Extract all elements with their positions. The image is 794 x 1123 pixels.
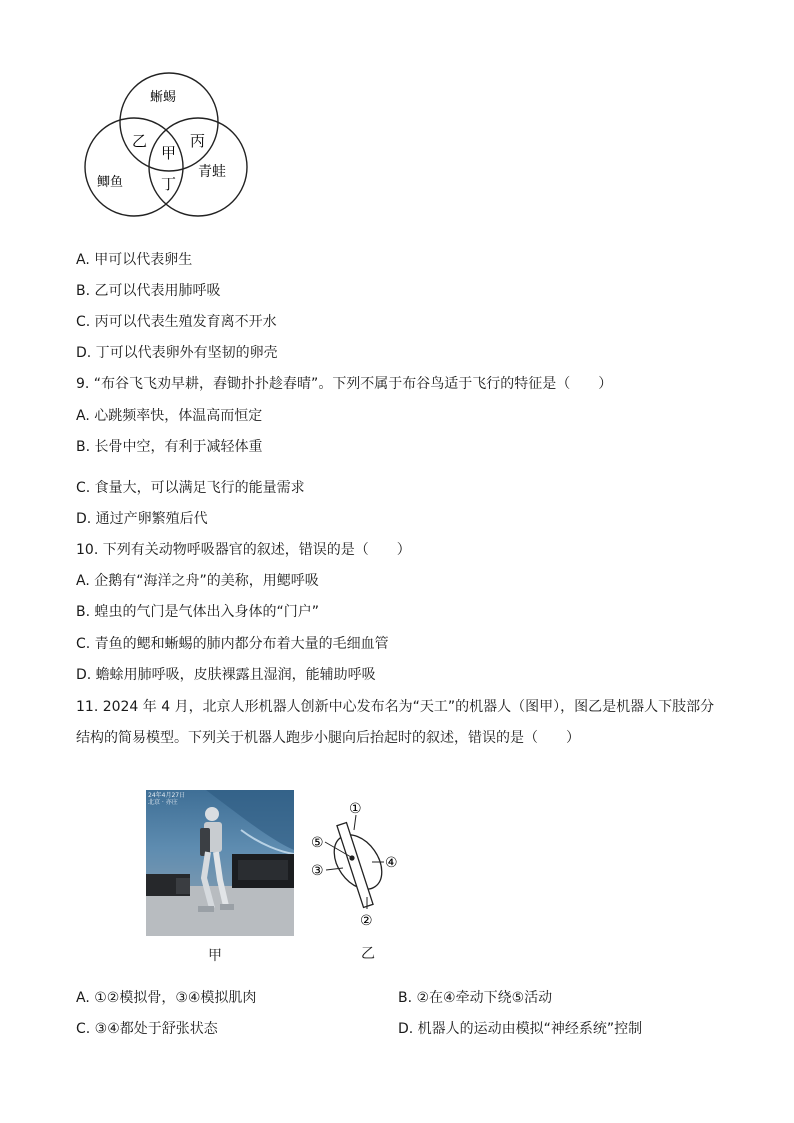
photo-stamp-date: 24年4月27日 xyxy=(148,792,186,799)
diagram-label-3: ③ xyxy=(311,863,324,879)
robot-photo xyxy=(146,790,294,936)
q8-option-c: C. 丙可以代表生殖发育离不开水 xyxy=(76,314,277,330)
q10-option-c: C. 青鱼的鳃和蜥蜴的肺内都分布着大量的毛细血管 xyxy=(76,636,389,652)
diagram-label-4: ④ xyxy=(385,855,398,871)
photo-stamp xyxy=(148,792,185,806)
caption-left: 甲 xyxy=(208,948,222,964)
q11-stem-line2: 结构的简易模型。下列关于机器人跑步小腿向后抬起时的叙述，错误的是（ ） xyxy=(76,730,580,746)
venn-label-left: 鲫鱼 xyxy=(97,175,124,190)
q10-option-b: B. 蝗虫的气门是气体出入身体的“门户” xyxy=(76,604,320,620)
q11-stem-line1: 11. 2024 年 4 月，北京人形机器人创新中心发布名为“天工”的机器人（图甲），图乙是机器人下肢部分 xyxy=(76,699,715,715)
q11-option-c: C. ③④都处于舒张状态 xyxy=(76,1021,218,1037)
diagram-label-2: ② xyxy=(360,913,373,929)
photo-stamp-place: 北京 · 亦庄 xyxy=(148,799,178,806)
q11-option-d: D. 机器人的运动由模拟“神经系统”控制 xyxy=(398,1021,643,1037)
q8-option-a: A. 甲可以代表卵生 xyxy=(76,252,193,268)
venn-label-top-left: 乙 xyxy=(132,132,148,150)
venn-label-right: 青蛙 xyxy=(198,164,226,180)
q9-stem: 9. “布谷飞飞劝早耕，舂锄扑扑趁春晴”。下列不属于布谷鸟适于飞行的特征是（ ） xyxy=(76,376,613,392)
robot-photo-illustration xyxy=(146,790,294,936)
leg-model-diagram xyxy=(306,796,416,936)
diagram-label-1: ① xyxy=(349,801,362,817)
q10-stem: 10. 下列有关动物呼吸器官的叙述，错误的是（ ） xyxy=(76,542,411,558)
q9-option-d: D. 通过产卵繁殖后代 xyxy=(76,511,208,527)
venn-label-center: 甲 xyxy=(161,144,177,162)
caption-right: 乙 xyxy=(361,946,375,962)
q11-option-a: A. ①②模拟骨，③④模拟肌肉 xyxy=(76,990,257,1006)
venn-label-top-right: 丙 xyxy=(190,132,206,150)
q8-option-d: D. 丁可以代表卵外有坚韧的卵壳 xyxy=(76,345,278,361)
q10-option-a: A. 企鹅有“海洋之舟”的美称，用鳃呼吸 xyxy=(76,573,319,589)
venn-diagram xyxy=(80,64,260,224)
q8-option-b: B. 乙可以代表用肺呼吸 xyxy=(76,283,221,299)
q11-option-b: B. ②在④牵动下绕⑤活动 xyxy=(398,990,553,1006)
diagram-label-5: ⑤ xyxy=(311,835,324,851)
q9-option-a: A. 心跳频率快，体温高而恒定 xyxy=(76,408,263,424)
venn-label-top: 蜥蜴 xyxy=(150,90,177,105)
q9-option-c: C. 食量大，可以满足飞行的能量需求 xyxy=(76,480,305,496)
q9-option-b: B. 长骨中空，有利于减轻体重 xyxy=(76,439,263,455)
q10-option-d: D. 蟾蜍用肺呼吸，皮肤裸露且湿润，能辅助呼吸 xyxy=(76,667,376,683)
venn-label-bottom: 丁 xyxy=(161,175,177,193)
